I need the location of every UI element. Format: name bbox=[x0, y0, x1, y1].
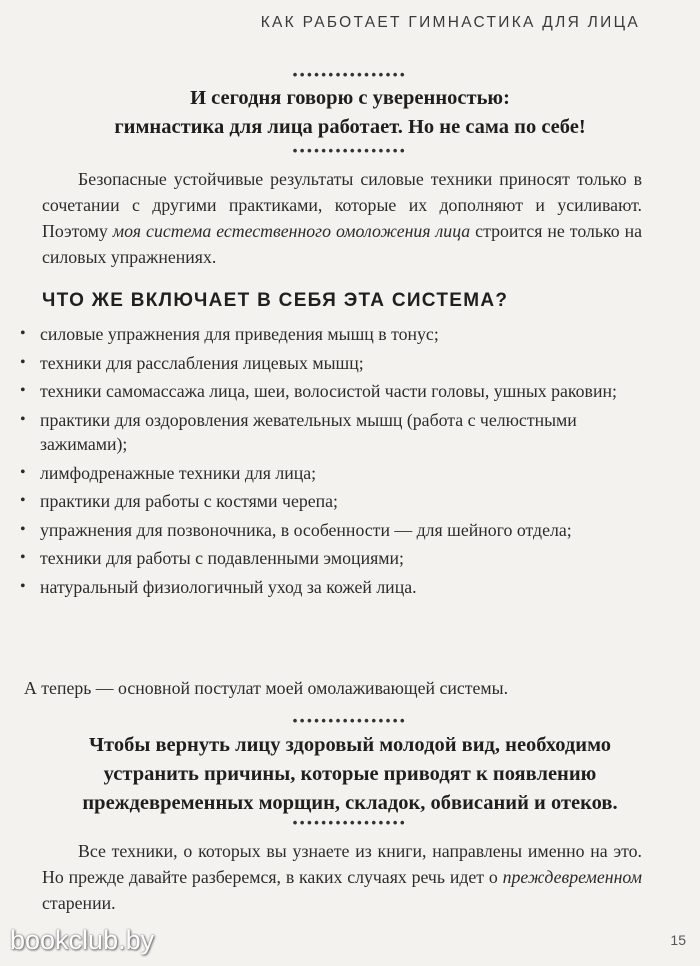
paragraph-3-italic: преждевременном bbox=[502, 867, 642, 887]
quote-2-line-3: преждевременных морщин, складок, обвисаний и отеков. bbox=[82, 792, 618, 814]
quote-block-2 bbox=[0, 731, 700, 818]
list-item: • лимфодренажные техники для лица; bbox=[20, 461, 650, 486]
paragraph-1-text-a: Безопасные устойчивые результаты силовые техники приносят только в сочетании с другими практиками, которые их дополняют и усиливают. Поэтому bbox=[42, 169, 642, 241]
list-item: • техники самомассажа лица, шеи, волосистой части головы, ушных раковин; bbox=[20, 379, 650, 404]
page-number: 15 bbox=[670, 932, 686, 948]
separator-bottom-1: •••••••••••••••• bbox=[292, 143, 408, 158]
system-components-list bbox=[20, 322, 650, 603]
quote-2-line-2: устранить причины, которые приводят к появлению bbox=[103, 763, 597, 785]
list-item: • техники для работы с подавленными эмоциями; bbox=[20, 546, 650, 571]
paragraph-1 bbox=[42, 166, 642, 270]
paragraph-1-text-b: строится не только на силовых упражнениях. bbox=[42, 221, 642, 267]
bullet-icon: • bbox=[20, 325, 26, 342]
watermark: bookclub.by bbox=[10, 925, 155, 955]
list-item: • техники для расслабления лицевых мышц; bbox=[20, 351, 650, 376]
running-header: КАК РАБОТАЕТ ГИМНАСТИКА ДЛЯ ЛИЦА bbox=[260, 14, 640, 31]
bullet-icon: • bbox=[20, 520, 26, 538]
paragraph-3 bbox=[42, 838, 642, 916]
bullet-icon: • bbox=[20, 353, 26, 371]
quote-2-line-1: Чтобы вернуть лицу здоровый молодой вид, необходимо bbox=[88, 734, 612, 756]
list-item: • силовые упражнения для приведения мышц в тонус; bbox=[20, 322, 650, 347]
paragraph-1-italic: моя система естественного омоложения лица bbox=[112, 221, 471, 241]
quote-1-line-2: гимнастика для лица работает. Но не сама по себе! bbox=[114, 116, 586, 138]
list-item: • упражнения для позвоночника, в особенности — для шейного отдела; bbox=[20, 518, 650, 543]
bullet-icon: • bbox=[20, 549, 26, 566]
bullet-icon: • bbox=[20, 382, 26, 399]
list-item: • практики для оздоровления жевательных мышц (работа с челюстными зажимами); bbox=[20, 409, 577, 454]
bullet-icon: • bbox=[20, 463, 26, 481]
section-heading: ЧТО ЖЕ ВКЛЮЧАЕТ В СЕБЯ ЭТА СИСТЕМА? bbox=[42, 290, 509, 311]
list-item: • натуральный физиологичный уход за кожей лица. bbox=[20, 575, 650, 600]
bullet-icon: • bbox=[20, 577, 26, 595]
paragraph-3-text-b: старении. bbox=[42, 893, 116, 913]
quote-1-line-1: И сегодня говорю с уверенностью: bbox=[190, 87, 510, 109]
quote-block-1 bbox=[0, 84, 700, 142]
separator-bottom-2: •••••••••••••••• bbox=[292, 815, 408, 830]
bullet-icon: • bbox=[20, 492, 26, 509]
separator-top-1: •••••••••••••••• bbox=[292, 67, 408, 82]
list-item: • практики для работы с костями черепа; bbox=[20, 489, 650, 514]
paragraph-2: А теперь — основной постулат моей омолаживающей системы. bbox=[24, 678, 509, 698]
bullet-icon: • bbox=[20, 410, 26, 428]
separator-top-2: •••••••••••••••• bbox=[292, 713, 408, 728]
paragraph-3-text-a: Все техники, о которых вы узнаете из книги, направлены именно на это. Но прежде давайте разберемся, в каких случаях речь идет о bbox=[42, 841, 642, 887]
